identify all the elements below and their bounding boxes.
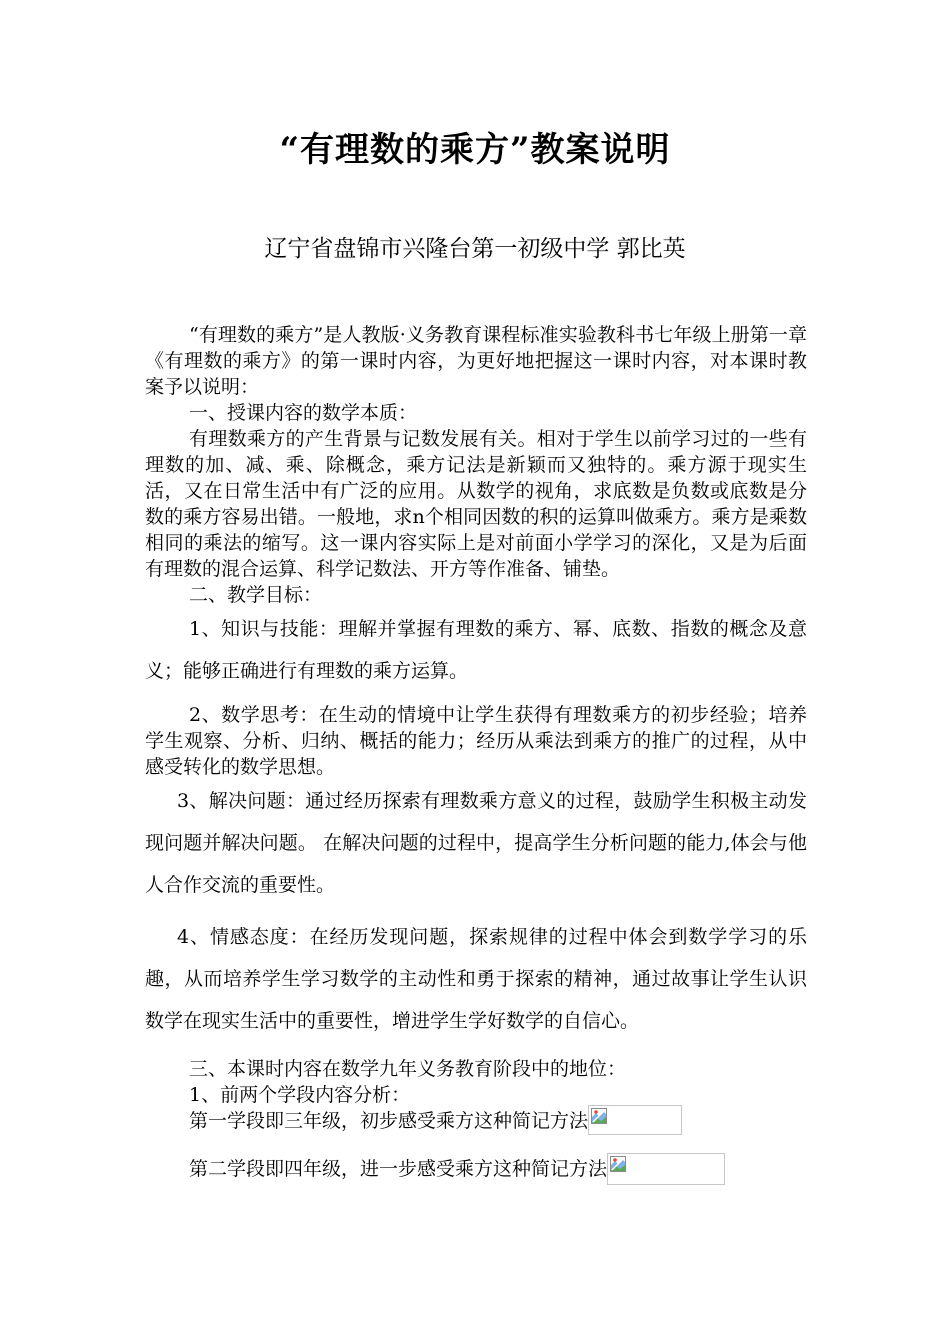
- stage1-line: [145, 1108, 807, 1156]
- stage2-image: [607, 1153, 725, 1185]
- goal-knowledge-skills: 1、知识与技能：理解并掌握有理数的乘方、幂、底数、指数的概念及意义；能够正确进行有理数的乘方运算。: [145, 618, 807, 682]
- document-title: “有理数的乘方”教案说明: [279, 130, 671, 170]
- section2-heading: 二、教学目标：: [189, 584, 323, 606]
- goal-attitude: 4、情感态度：在经历发现问题，探索规律的过程中体会到数学学习的乐趣，从而培养学生学习数学的主动性和勇于探索的精神，通过故事让学生认识数学在现实生活中的重要性，增进学生学好数学的自信心。: [145, 926, 807, 1032]
- stage2-text: 第二学段即四年级，进一步感受乘方这种简记方法: [189, 1158, 608, 1180]
- goal-problem-solving: 3、解决问题：通过经历探索有理数乘方意义的过程，鼓励学生积极主动发现问题并解决问题。 在解决问题的过程中，提高学生分析问题的能力,体会与他人合作交流的重要性。: [145, 790, 807, 896]
- stage2-line: [145, 1156, 807, 1204]
- stage1-image: [588, 1105, 682, 1135]
- section3-heading: 三、本课时内容在数学九年义务教育阶段中的地位：: [189, 1058, 627, 1080]
- section1-body: 有理数乘方的产生背景与记数发展有关。相对于学生以前学习过的一些有理数的加、减、乘、除概念，乘方记法是新颖而又独特的。乘方源于现实生活，又在日常生活中有广泛的应用。从数学的视角，求底数是负数或底数是分数的乘方容易出错。一般地，求n个相同因数的积的运算叫做乘方。乘方是乘数相同的乘法的缩写。这一课内容实际上是对前面小学学习的深化，又是为后面有理数的混合运算、科学记数法、开方等作准备、铺垫。: [145, 428, 807, 580]
- intro-paragraph: “有理数的乘方”是人教版·义务教育课程标准实验教科书七年级上册第一章《有理数的乘方》的第一课时内容，为更好地把握这一课时内容，对本课时教案予以说明：: [145, 324, 807, 398]
- section1-heading: 一、授课内容的数学本质：: [189, 402, 418, 424]
- broken-image-icon: [610, 1156, 626, 1172]
- subsection1-heading: 1、前两个学段内容分析：: [189, 1084, 411, 1106]
- document-body: [145, 322, 807, 1204]
- stage1-text: 第一学段即三年级，初步感受乘方这种简记方法: [189, 1110, 589, 1132]
- author-line: 辽宁省盘锦市兴隆台第一初级中学 郭比英: [264, 236, 686, 262]
- broken-image-icon: [591, 1108, 607, 1124]
- goal-math-thinking: 2、数学思考：在生动的情境中让学生获得有理数乘方的初步经验；培养学生观察、分析、归纳、概括的能力；经历从乘法到乘方的推广的过程，从中感受转化的数学思想。: [145, 704, 807, 778]
